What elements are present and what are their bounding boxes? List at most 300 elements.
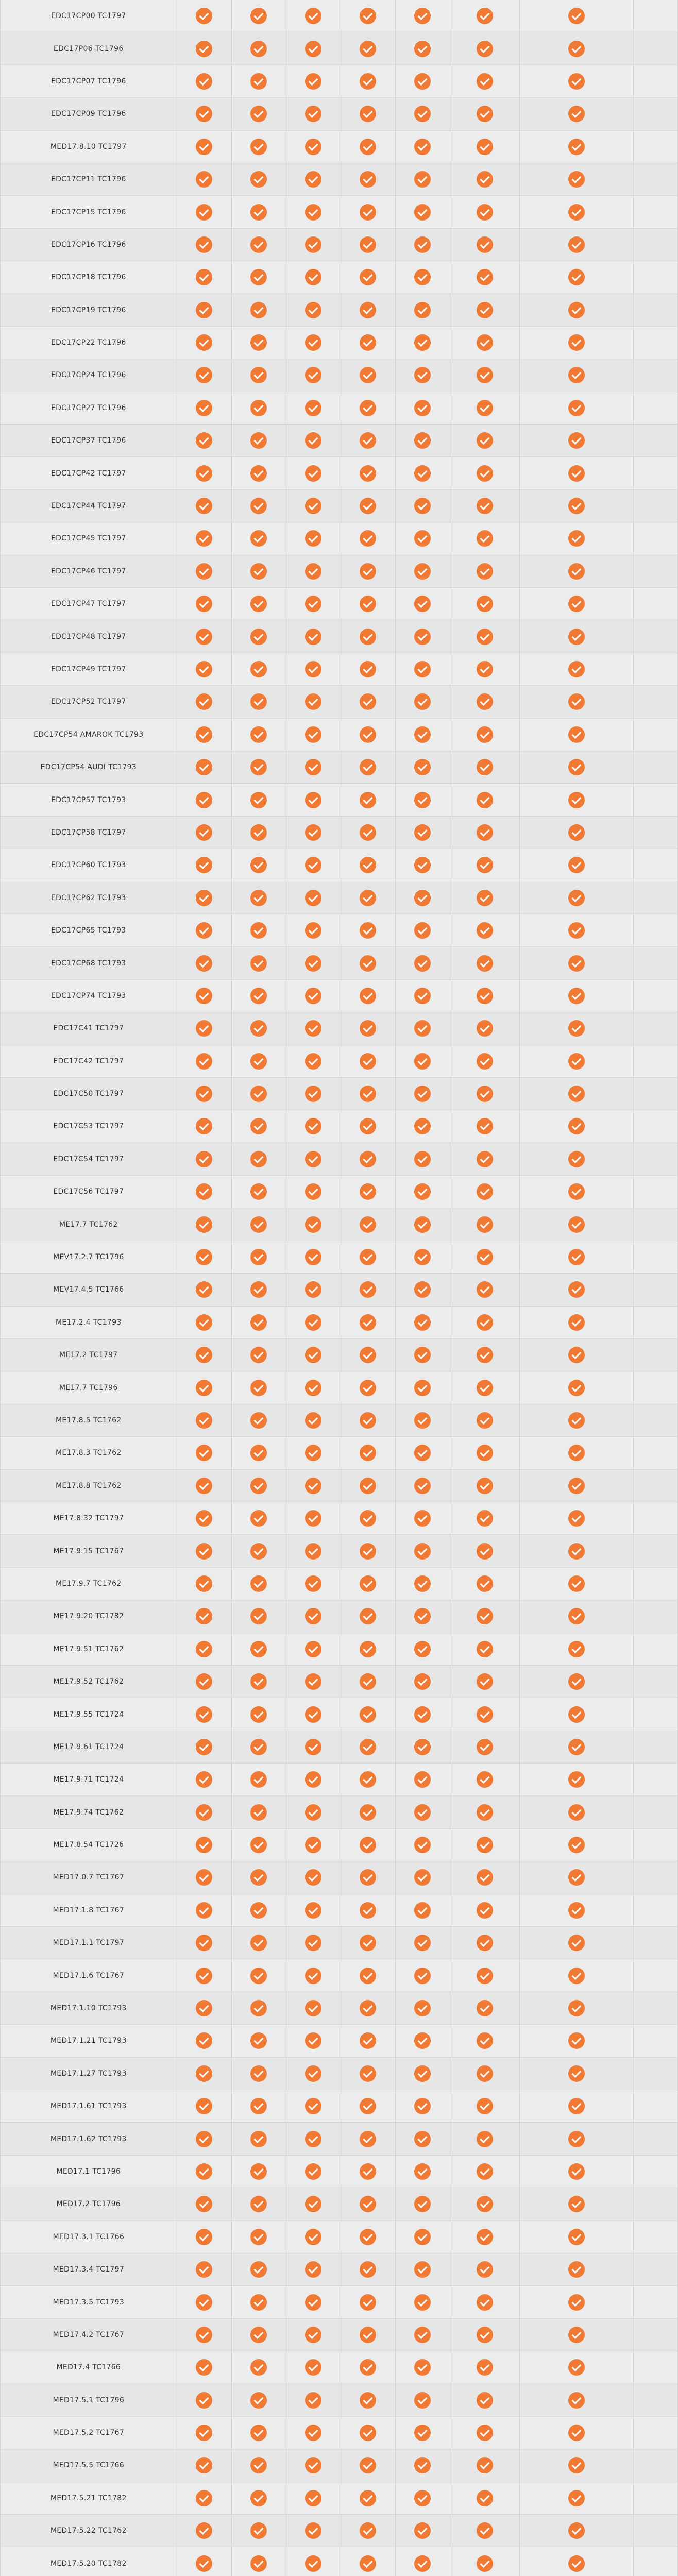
support-cell xyxy=(519,2449,633,2482)
check-icon xyxy=(196,1412,212,1429)
check-icon xyxy=(360,2359,376,2376)
ecu-model-cell: ME17.8.32 TC1797 xyxy=(1,1502,177,1534)
support-cell xyxy=(450,163,519,195)
support-cell xyxy=(395,1437,450,1469)
empty-cell xyxy=(633,2547,677,2576)
check-icon xyxy=(250,2359,267,2376)
support-cell xyxy=(519,2253,633,2285)
support-cell xyxy=(286,1208,341,1241)
check-icon xyxy=(360,1575,376,1592)
support-cell xyxy=(341,1927,395,1959)
support-cell xyxy=(341,2123,395,2155)
check-icon xyxy=(250,2327,267,2343)
support-cell xyxy=(519,294,633,326)
check-icon xyxy=(250,400,267,416)
table-row xyxy=(1,653,678,685)
check-icon xyxy=(250,2425,267,2441)
table-row xyxy=(1,65,678,97)
support-cell xyxy=(450,1469,519,1502)
check-icon xyxy=(360,890,376,906)
check-icon xyxy=(250,693,267,710)
check-icon xyxy=(196,2359,212,2376)
support-cell xyxy=(231,2221,286,2253)
empty-cell xyxy=(633,653,677,685)
empty-cell xyxy=(633,1894,677,1926)
support-cell xyxy=(231,784,286,816)
support-cell xyxy=(177,1764,231,1796)
check-icon xyxy=(414,139,431,155)
support-cell xyxy=(395,1828,450,1861)
support-cell xyxy=(231,522,286,555)
support-cell xyxy=(231,620,286,653)
check-icon xyxy=(568,2261,585,2278)
support-cell xyxy=(519,1176,633,1208)
support-cell xyxy=(177,2515,231,2547)
check-icon xyxy=(250,8,267,24)
support-cell xyxy=(177,1861,231,1894)
table-row xyxy=(1,2384,678,2416)
ecu-model-cell: EDC17C53 TC1797 xyxy=(1,1110,177,1143)
check-icon xyxy=(250,2555,267,2572)
check-icon xyxy=(568,1968,585,1984)
check-icon xyxy=(414,1804,431,1821)
support-cell xyxy=(177,1208,231,1241)
support-cell xyxy=(450,1796,519,1828)
empty-cell xyxy=(633,1110,677,1143)
support-cell xyxy=(286,196,341,228)
support-cell xyxy=(341,1110,395,1143)
check-icon xyxy=(305,2359,321,2376)
check-icon xyxy=(196,1739,212,1755)
support-cell xyxy=(231,1828,286,1861)
support-cell xyxy=(286,1927,341,1959)
check-icon xyxy=(360,73,376,90)
check-icon xyxy=(250,1380,267,1396)
table-row xyxy=(1,522,678,555)
check-icon xyxy=(196,302,212,318)
table-row xyxy=(1,1045,678,1077)
support-cell xyxy=(450,914,519,946)
check-icon xyxy=(477,890,493,906)
check-icon xyxy=(250,465,267,482)
support-cell xyxy=(286,686,341,718)
check-icon xyxy=(305,1249,321,1265)
support-cell xyxy=(286,1992,341,2024)
support-cell xyxy=(395,1698,450,1731)
support-cell xyxy=(177,653,231,685)
support-cell xyxy=(395,1927,450,1959)
empty-cell xyxy=(633,2025,677,2057)
support-cell xyxy=(231,2286,286,2318)
empty-cell xyxy=(633,1045,677,1077)
check-icon xyxy=(477,726,493,743)
table-row xyxy=(1,2515,678,2547)
support-cell xyxy=(395,1535,450,1567)
check-icon xyxy=(477,596,493,612)
support-cell xyxy=(519,914,633,946)
check-icon xyxy=(196,693,212,710)
check-icon xyxy=(196,269,212,285)
empty-cell xyxy=(633,1927,677,1959)
support-cell xyxy=(177,1110,231,1143)
check-icon xyxy=(477,2032,493,2049)
support-cell xyxy=(519,2057,633,2090)
check-icon xyxy=(568,1641,585,1657)
check-icon xyxy=(568,922,585,939)
ecu-model-cell: MED17.5.21 TC1782 xyxy=(1,2482,177,2514)
support-cell xyxy=(286,1404,341,1436)
check-icon xyxy=(196,1249,212,1265)
support-cell xyxy=(341,751,395,783)
support-cell xyxy=(450,784,519,816)
check-icon xyxy=(414,302,431,318)
check-icon xyxy=(360,432,376,449)
check-icon xyxy=(568,890,585,906)
support-cell xyxy=(286,816,341,849)
support-cell xyxy=(177,751,231,783)
check-icon xyxy=(414,857,431,873)
check-icon xyxy=(250,432,267,449)
check-icon xyxy=(250,2098,267,2114)
support-cell xyxy=(286,1371,341,1404)
support-cell xyxy=(341,1698,395,1731)
support-cell xyxy=(450,489,519,522)
support-cell xyxy=(177,2384,231,2416)
check-icon xyxy=(196,1608,212,1624)
support-cell xyxy=(450,196,519,228)
check-icon xyxy=(305,2425,321,2441)
check-icon xyxy=(477,106,493,122)
support-cell xyxy=(519,1306,633,1338)
check-icon xyxy=(568,563,585,580)
check-icon xyxy=(196,1314,212,1331)
support-cell xyxy=(231,1241,286,1273)
check-icon xyxy=(414,1902,431,1919)
support-cell xyxy=(519,555,633,587)
empty-cell xyxy=(633,1241,677,1273)
check-icon xyxy=(250,563,267,580)
check-icon xyxy=(305,1706,321,1723)
support-cell xyxy=(286,1828,341,1861)
support-cell xyxy=(286,425,341,457)
check-icon xyxy=(414,498,431,514)
table-row xyxy=(1,914,678,946)
check-icon xyxy=(305,1086,321,1102)
support-cell xyxy=(231,1894,286,1926)
support-cell xyxy=(519,1665,633,1698)
support-cell xyxy=(395,0,450,32)
support-cell xyxy=(450,326,519,359)
support-cell xyxy=(395,1012,450,1045)
check-icon xyxy=(360,2555,376,2572)
support-cell xyxy=(177,2351,231,2384)
check-icon xyxy=(305,269,321,285)
empty-cell xyxy=(633,1828,677,1861)
support-cell xyxy=(519,784,633,816)
support-cell xyxy=(231,1143,286,1175)
support-cell xyxy=(519,1208,633,1241)
check-icon xyxy=(305,2457,321,2473)
table-row xyxy=(1,228,678,261)
check-icon xyxy=(305,1673,321,1690)
check-icon xyxy=(414,2261,431,2278)
empty-cell xyxy=(633,228,677,261)
check-icon xyxy=(477,2000,493,2016)
check-icon xyxy=(305,498,321,514)
support-cell xyxy=(519,1731,633,1763)
check-icon xyxy=(568,629,585,645)
check-icon xyxy=(568,1249,585,1265)
check-icon xyxy=(568,367,585,383)
check-icon xyxy=(360,302,376,318)
support-cell xyxy=(286,1274,341,1306)
support-cell xyxy=(519,2221,633,2253)
check-icon xyxy=(196,1053,212,1070)
support-cell xyxy=(177,1469,231,1502)
support-cell xyxy=(395,2123,450,2155)
support-cell xyxy=(395,1600,450,1633)
check-icon xyxy=(414,2555,431,2572)
support-cell xyxy=(286,2221,341,2253)
check-icon xyxy=(305,367,321,383)
ecu-model-cell: EDC17P06 TC1796 xyxy=(1,32,177,65)
check-icon xyxy=(477,1935,493,1951)
check-icon xyxy=(250,1869,267,1886)
empty-cell xyxy=(633,2188,677,2221)
support-cell xyxy=(519,2351,633,2384)
check-icon xyxy=(568,596,585,612)
check-icon xyxy=(360,106,376,122)
check-icon xyxy=(360,1739,376,1755)
support-cell xyxy=(286,1306,341,1338)
check-icon xyxy=(305,2392,321,2409)
support-cell xyxy=(231,1796,286,1828)
support-cell xyxy=(395,849,450,882)
ecu-model-cell: ME17.9.7 TC1762 xyxy=(1,1567,177,1600)
check-icon xyxy=(196,1380,212,1396)
check-icon xyxy=(414,1935,431,1951)
support-cell xyxy=(177,261,231,294)
check-icon xyxy=(250,236,267,253)
empty-cell xyxy=(633,65,677,97)
check-icon xyxy=(196,857,212,873)
support-cell xyxy=(395,751,450,783)
ecu-model-cell: EDC17CP11 TC1796 xyxy=(1,163,177,195)
table-row xyxy=(1,686,678,718)
support-cell xyxy=(519,751,633,783)
check-icon xyxy=(196,41,212,57)
support-cell xyxy=(519,1959,633,1992)
check-icon xyxy=(360,1183,376,1200)
table-row xyxy=(1,588,678,620)
support-cell xyxy=(450,2449,519,2482)
ecu-model-cell: ME17.9.74 TC1762 xyxy=(1,1796,177,1828)
support-cell xyxy=(286,2449,341,2482)
support-cell xyxy=(231,392,286,424)
support-cell xyxy=(286,1665,341,1698)
check-icon xyxy=(360,2327,376,2343)
check-icon xyxy=(305,2196,321,2212)
check-icon xyxy=(250,1706,267,1723)
check-icon xyxy=(250,2392,267,2409)
check-icon xyxy=(305,1118,321,1134)
check-icon xyxy=(414,2425,431,2441)
check-icon xyxy=(196,2131,212,2147)
check-icon xyxy=(568,1575,585,1592)
support-cell xyxy=(286,0,341,32)
table-row xyxy=(1,1567,678,1600)
support-cell xyxy=(177,2188,231,2221)
check-icon xyxy=(477,41,493,57)
check-icon xyxy=(305,857,321,873)
support-cell xyxy=(519,979,633,1012)
check-icon xyxy=(360,139,376,155)
check-icon xyxy=(250,1412,267,1429)
check-icon xyxy=(250,2457,267,2473)
empty-cell xyxy=(633,2123,677,2155)
empty-cell xyxy=(633,326,677,359)
check-icon xyxy=(305,1478,321,1494)
support-cell xyxy=(395,1045,450,1077)
ecu-model-cell: MED17.2 TC1796 xyxy=(1,2188,177,2221)
check-icon xyxy=(305,1445,321,1461)
check-icon xyxy=(414,1086,431,1102)
check-icon xyxy=(305,2555,321,2572)
ecu-model-cell: MEV17.4.5 TC1766 xyxy=(1,1274,177,1306)
check-icon xyxy=(305,824,321,841)
support-cell xyxy=(231,196,286,228)
support-cell xyxy=(286,32,341,65)
support-cell xyxy=(519,2090,633,2123)
support-cell xyxy=(286,98,341,130)
check-icon xyxy=(250,2065,267,2082)
support-cell xyxy=(341,2188,395,2221)
ecu-model-cell: EDC17CP24 TC1796 xyxy=(1,359,177,392)
check-icon xyxy=(305,41,321,57)
check-icon xyxy=(196,171,212,188)
check-icon xyxy=(568,857,585,873)
empty-cell xyxy=(633,751,677,783)
support-cell xyxy=(286,882,341,914)
check-icon xyxy=(414,1183,431,1200)
support-cell xyxy=(450,359,519,392)
check-icon xyxy=(196,2425,212,2441)
empty-cell xyxy=(633,849,677,882)
support-cell xyxy=(450,522,519,555)
support-cell xyxy=(231,1731,286,1763)
support-cell xyxy=(519,392,633,424)
table-row xyxy=(1,359,678,392)
check-icon xyxy=(477,2261,493,2278)
support-cell xyxy=(177,1143,231,1175)
support-cell xyxy=(450,2482,519,2514)
check-icon xyxy=(414,465,431,482)
ecu-model-cell: ME17.9.71 TC1724 xyxy=(1,1764,177,1796)
check-icon xyxy=(568,1118,585,1134)
support-cell xyxy=(519,1012,633,1045)
support-cell xyxy=(177,882,231,914)
check-icon xyxy=(305,139,321,155)
support-cell xyxy=(286,1241,341,1273)
ecu-model-cell: MED17.5.1 TC1796 xyxy=(1,2384,177,2416)
support-cell xyxy=(519,1143,633,1175)
check-icon xyxy=(250,2032,267,2049)
support-cell xyxy=(395,882,450,914)
support-cell xyxy=(286,2416,341,2449)
check-icon xyxy=(568,2032,585,2049)
ecu-model-cell: EDC17CP22 TC1796 xyxy=(1,326,177,359)
check-icon xyxy=(250,2490,267,2506)
check-icon xyxy=(305,1183,321,1200)
check-icon xyxy=(414,1510,431,1527)
support-cell xyxy=(341,1306,395,1338)
support-cell xyxy=(231,1502,286,1534)
support-cell xyxy=(177,1927,231,1959)
check-icon xyxy=(305,1935,321,1951)
support-cell xyxy=(231,261,286,294)
support-cell xyxy=(177,718,231,751)
support-cell xyxy=(341,0,395,32)
check-icon xyxy=(360,204,376,221)
check-icon xyxy=(414,824,431,841)
check-icon xyxy=(250,2294,267,2311)
support-cell xyxy=(519,1796,633,1828)
support-cell xyxy=(231,130,286,163)
table-row xyxy=(1,947,678,979)
ecu-model-cell: MED17.5.2 TC1767 xyxy=(1,2416,177,2449)
ecu-model-cell: MED17.1.27 TC1793 xyxy=(1,2057,177,2090)
empty-cell xyxy=(633,2449,677,2482)
check-icon xyxy=(250,171,267,188)
support-cell xyxy=(519,98,633,130)
check-icon xyxy=(414,955,431,972)
check-icon xyxy=(305,302,321,318)
empty-cell xyxy=(633,686,677,718)
check-icon xyxy=(196,1543,212,1560)
support-cell xyxy=(341,1012,395,1045)
support-cell xyxy=(450,1600,519,1633)
check-icon xyxy=(414,8,431,24)
support-cell xyxy=(231,228,286,261)
support-cell xyxy=(177,359,231,392)
support-cell xyxy=(231,947,286,979)
support-cell xyxy=(519,130,633,163)
empty-cell xyxy=(633,1861,677,1894)
check-icon xyxy=(414,1641,431,1657)
support-cell xyxy=(231,1927,286,1959)
check-icon xyxy=(477,2196,493,2212)
support-cell xyxy=(177,1567,231,1600)
support-cell xyxy=(286,2286,341,2318)
check-icon xyxy=(250,1739,267,1755)
support-cell xyxy=(395,2221,450,2253)
check-icon xyxy=(414,530,431,547)
table-row xyxy=(1,620,678,653)
check-icon xyxy=(477,1641,493,1657)
check-icon xyxy=(477,1902,493,1919)
support-cell xyxy=(286,2057,341,2090)
support-cell xyxy=(231,653,286,685)
check-icon xyxy=(305,2294,321,2311)
check-icon xyxy=(477,400,493,416)
table-row xyxy=(1,1796,678,1828)
ecu-model-cell: EDC17CP45 TC1797 xyxy=(1,522,177,555)
check-icon xyxy=(305,726,321,743)
check-icon xyxy=(477,1412,493,1429)
support-cell xyxy=(341,947,395,979)
ecu-model-cell: ME17.2 TC1797 xyxy=(1,1339,177,1371)
check-icon xyxy=(414,2098,431,2114)
